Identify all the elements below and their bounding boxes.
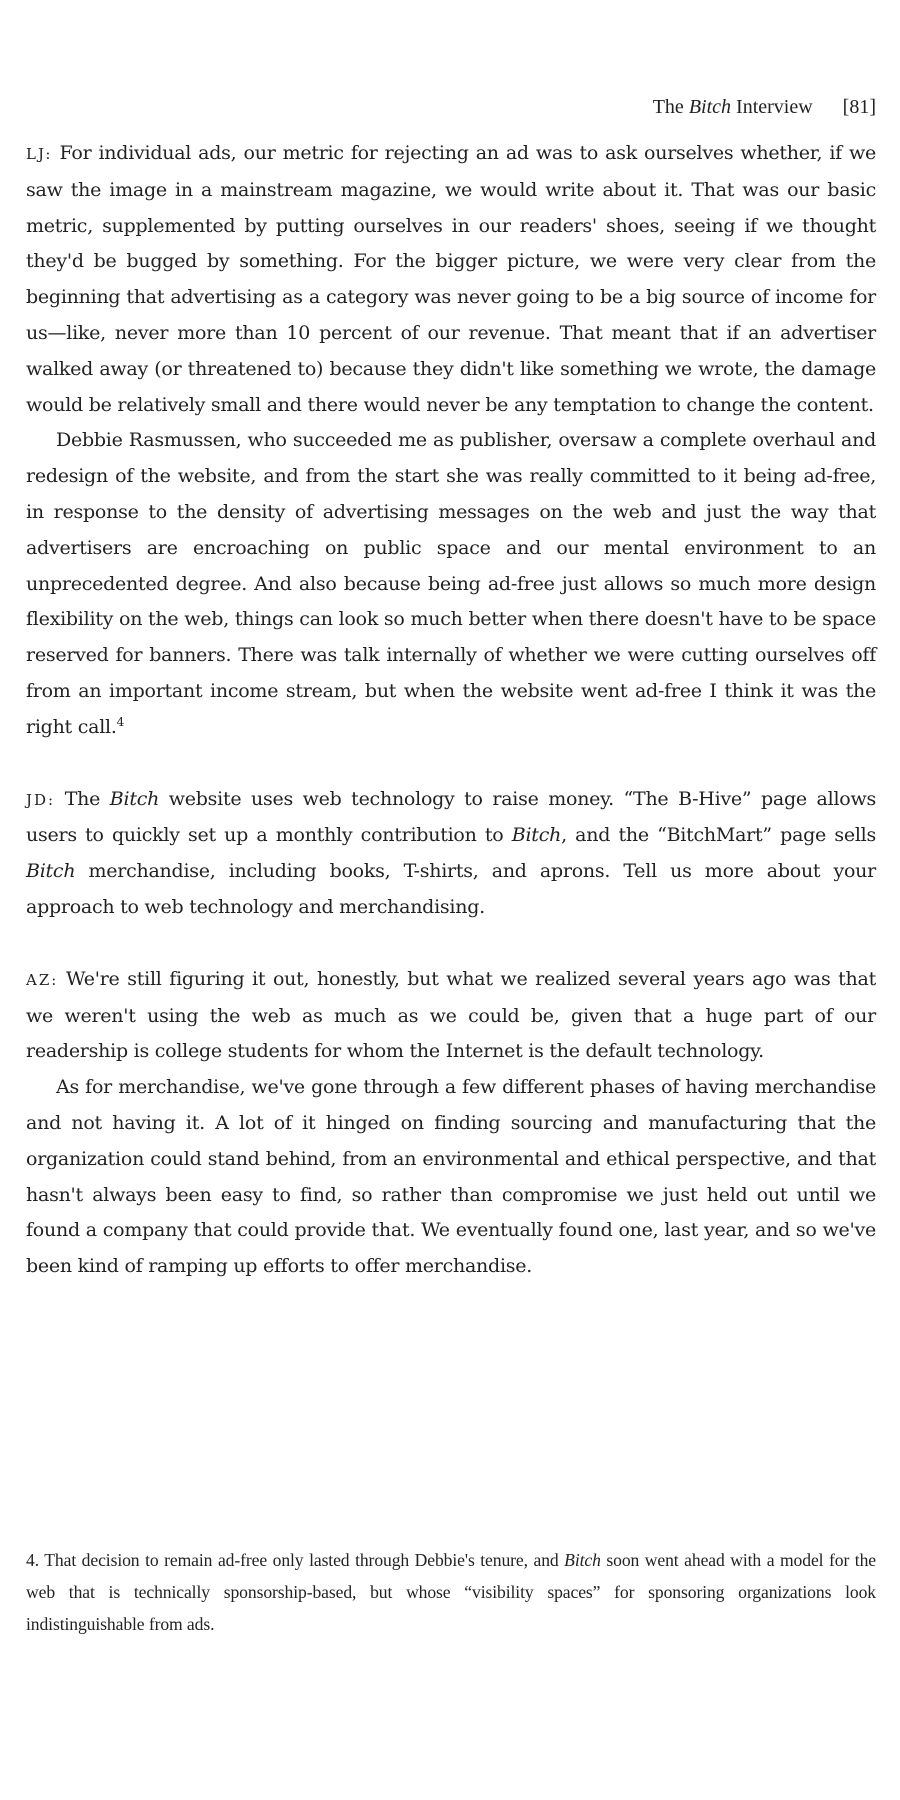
paragraph-text: The bbox=[64, 787, 110, 810]
page-number: [81] bbox=[842, 96, 876, 118]
paragraph-text: website uses web technology to raise money. “The B-Hive” page allows users to quickly set up a monthly contribution to bbox=[26, 787, 876, 847]
running-head-title-text-end: Interview bbox=[731, 96, 813, 118]
running-head-title-text: The bbox=[652, 96, 689, 118]
running-head-title-italic: Bitch bbox=[688, 96, 732, 118]
footnote-reference: 4 bbox=[116, 714, 125, 729]
italic-title: Bitch bbox=[109, 787, 160, 810]
paragraph-text: For individual ads, our metric for rejecting an ad was to ask ourselves whether, if we saw the image in a mainstream magazine, we would write about it. That was our basic metric, supplemented by putting ourselves in our readers' shoes, seeing if we thought they'd be bugged by something. For the bigger picture, we were very clear from the beginning that advertising as a category was never going to be a big source of income for us—like, never more than 10 percent of our revenue. That meant that if an advertiser walked away (or threatened to) because they didn't like something we wrote, the damage would be relatively small and there would never be any temptation to change the content. bbox=[26, 142, 876, 416]
italic-title: Bitch bbox=[511, 824, 562, 847]
paragraph-text: , and the “BitchMart” page sells bbox=[561, 824, 877, 847]
footnote bbox=[26, 1545, 876, 1640]
paragraph-text: Debbie Rasmussen, who succeeded me as publisher, oversaw a complete overhaul and redesign of the website, and from the start she was really committed to it being ad-free, in response to the density of advertising messages on the web and just the way that advertisers are encroaching on public space and our mental environment to an unprecedented degree. And also because being ad-free just allows so much more design flexibility on the web, things can look so much better when there doesn't have to be space reserved for banners. There was talk internally of whether we were cutting ourselves off from an important income stream, but when the website went ad-free I think it was the right call. bbox=[26, 429, 876, 738]
paragraph-text: As for merchandise, we've gone through a few different phases of having merchandise and not having it. A lot of it hinged on finding sourcing and manufacturing that the organization could stand behind, from an environmental and ethical perspective, and that hasn't always been easy to find, so rather than compromise we just held out until we found a company that could provide that. We eventually found one, last year, and so we've been kind of ramping up efforts to offer merchandise. bbox=[26, 1076, 876, 1278]
paragraph-debbie bbox=[26, 423, 876, 745]
speaker-initials: AZ bbox=[26, 970, 52, 989]
footnote-number: 4. bbox=[26, 1550, 39, 1570]
interview-body bbox=[26, 136, 876, 1285]
paragraph-text: We're still figuring it out, honestly, but what we realized several years ago was that we weren't using the web as much as we could be, given that a huge part of our readership is college students for whom the Internet is the default technology. bbox=[26, 967, 877, 1063]
paragraph-jd: JD: The Bitch website uses web technology to raise money. “The B-Hive” page allows users to quickly set up a monthly contribution to Bitch, and the “BitchMart” page sells Bitch merchandise, including books, T-shirts, and aprons. Tell us more about your approach to web technology and merchandising. bbox=[26, 787, 877, 918]
italic-title: Bitch bbox=[26, 860, 76, 883]
running-head bbox=[653, 94, 876, 120]
footnote-text: That decision to remain ad-free only lasted through Debbie's tenure, and bbox=[44, 1550, 565, 1570]
paragraph-text: merchandise, including books, T-shirts, and aprons. Tell us more about your approach to web technology and merchandising. bbox=[26, 860, 876, 918]
paragraph-merchandise bbox=[26, 1070, 876, 1285]
speaker-initials: LJ bbox=[26, 145, 46, 163]
footnote-text: soon went ahead with a model for the web that is technically sponsorship-based, but whose “visibility spaces” for sponsoring organizations look indistinguishable from ads. bbox=[26, 1550, 876, 1634]
paragraph-az: AZ: We're still figuring it out, honestly, but what we realized several years ago was that we weren't using the web as much as we could be, given that a huge part of our readership is college students for whom the Internet is the default technology. bbox=[26, 967, 877, 1063]
italic-title: Bitch bbox=[564, 1550, 601, 1570]
paragraph-lj: LJ: For individual ads, our metric for rejecting an ad was to ask ourselves whether, if we saw the image in a mainstream magazine, we would write about it. That was our basic metric, supplemented by putting ourselves in our readers' shoes, seeing if we thought they'd be bugged by something. For the bigger picture, we were very clear from the beginning that advertising as a category was never going to be a big source of income for us—like, never more than 10 percent of our revenue. That meant that if an advertiser walked away (or threatened to) because they didn't like something we wrote, the damage would be relatively small and there would never be any temptation to change the content. bbox=[26, 142, 876, 416]
footnote-4 bbox=[26, 1545, 876, 1640]
speaker-initials: JD bbox=[26, 790, 49, 809]
running-head-title bbox=[653, 96, 813, 118]
